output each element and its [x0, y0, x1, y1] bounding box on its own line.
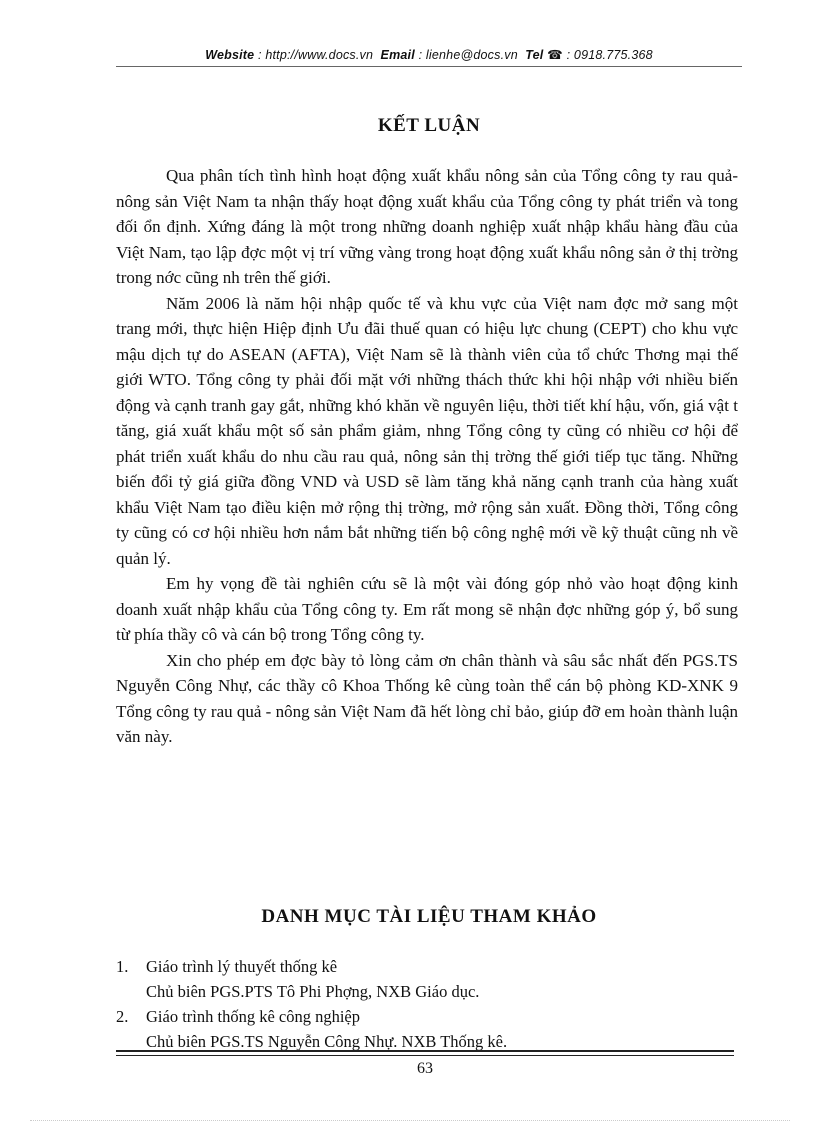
paragraph-4: Xin cho phép em đợc bày tỏ lòng cảm ơn chân thành và sâu sắc nhất đến PGS.TS Nguyễn Công Nhự, các thầy cô Khoa Thống kê cùng toàn thể cán bộ phòng KD-XNK 9 Tổng công ty rau quả - nông sản Việt Nam đã hết lòng chỉ bảo, giúp đỡ em hoàn thành luận văn này. — [116, 650, 738, 746]
header-divider — [116, 66, 742, 67]
tel-label: Tel — [525, 48, 544, 62]
footer-divider-thin — [116, 1055, 734, 1056]
references-list — [116, 954, 738, 1054]
reference-item — [116, 1004, 738, 1054]
page-number: 63 — [417, 1060, 433, 1077]
reference-title: Giáo trình lý thuyết thống kê — [146, 957, 338, 976]
reference-publisher: Chủ biên PGS.PTS Tô Phi Phợng, NXB Giáo dục. — [146, 982, 480, 1001]
reference-item — [116, 954, 738, 1004]
website-value[interactable]: : http://www.docs.vn — [258, 48, 374, 62]
website-label: Website — [205, 48, 255, 62]
paragraph-3: Em hy vọng đề tài nghiên cứu sẽ là một vài đóng góp nhỏ vào hoạt động kinh doanh xuất nhập khẩu của Tổng công ty. Em rất mong sẽ nhận đợc những góp ý, bổ sung từ phía thầy cô và cán bộ trong Tổng công ty. — [116, 574, 738, 644]
page-header — [116, 47, 742, 62]
reference-number: 1. — [116, 957, 129, 976]
reference-number: 2. — [116, 1007, 129, 1026]
reference-publisher: Chủ biên PGS.TS Nguyễn Công Nhự. NXB Thống kê. — [146, 1032, 508, 1051]
conclusion-body — [116, 163, 738, 750]
email-label: Email — [380, 48, 415, 62]
references-title: DANH MỤC TÀI LIỆU THAM KHẢO — [261, 906, 597, 927]
email-value[interactable]: : lienhe@docs.vn — [418, 48, 518, 62]
paragraph-2: Năm 2006 là năm hội nhập quốc tế và khu vực của Việt nam đợc mở sang một trang mới, thực hiện Hiệp định Ưu đãi thuế quan có hiệu lực chung (CEPT) cho khu vực mậu dịch tự do ASEAN (AFTA), Việt Nam sẽ là thành viên của tổ chức Thơng mại thế giới WTO. Tổng công ty phải đối mặt với những thách thức khi hội nhập với nhiều biến động và cạnh tranh gay gắt, những khó khăn về nguyên liệu, thời tiết khí hậu, vốn, giá vật t tăng, giá xuất khẩu một số sản phẩm giảm, nhng Tổng công ty cũng có nhiều cơ hội để phát triển xuất khẩu do nhu cầu rau quả, nông sản thị trờng thế giới tiếp tục tăng. Những biến đổi tỷ giá giữa đồng VND và USD sẽ làm tăng khả năng cạnh tranh của hàng xuất khẩu Việt Nam tạo điều kiện mở rộng thị trờng, mở rộng sản xuất. Đồng thời, Tổng công ty cũng có cơ hội nhiều hơn nắm bắt những tiến bộ công nghệ mới về kỹ thuật cũng nh về quản lý. — [116, 293, 738, 568]
phone-icon: ☎ — [547, 48, 563, 62]
footer-divider-thick — [116, 1050, 734, 1052]
page-edge-dotted-line — [30, 1120, 790, 1121]
page-title: KẾT LUẬN — [377, 115, 481, 136]
tel-value: : 0918.775.368 — [566, 48, 653, 62]
reference-title: Giáo trình thống kê công nghiệp — [146, 1007, 361, 1026]
paragraph-1: Qua phân tích tình hình hoạt động xuất khẩu nông sản của Tổng công ty rau quả-nông sản Việt Nam ta nhận thấy hoạt động xuất khẩu của Tổng công ty phát triển và tong đối ổn định. Xứng đáng là một trong những doanh nghiệp xuất nhập khẩu hàng đầu của Việt Nam, tạo lập đợc một vị trí vững vàng trong hoạt động xuất khẩu nông sản ở thị trờng trong nớc cũng nh trên thế giới. — [116, 166, 738, 287]
